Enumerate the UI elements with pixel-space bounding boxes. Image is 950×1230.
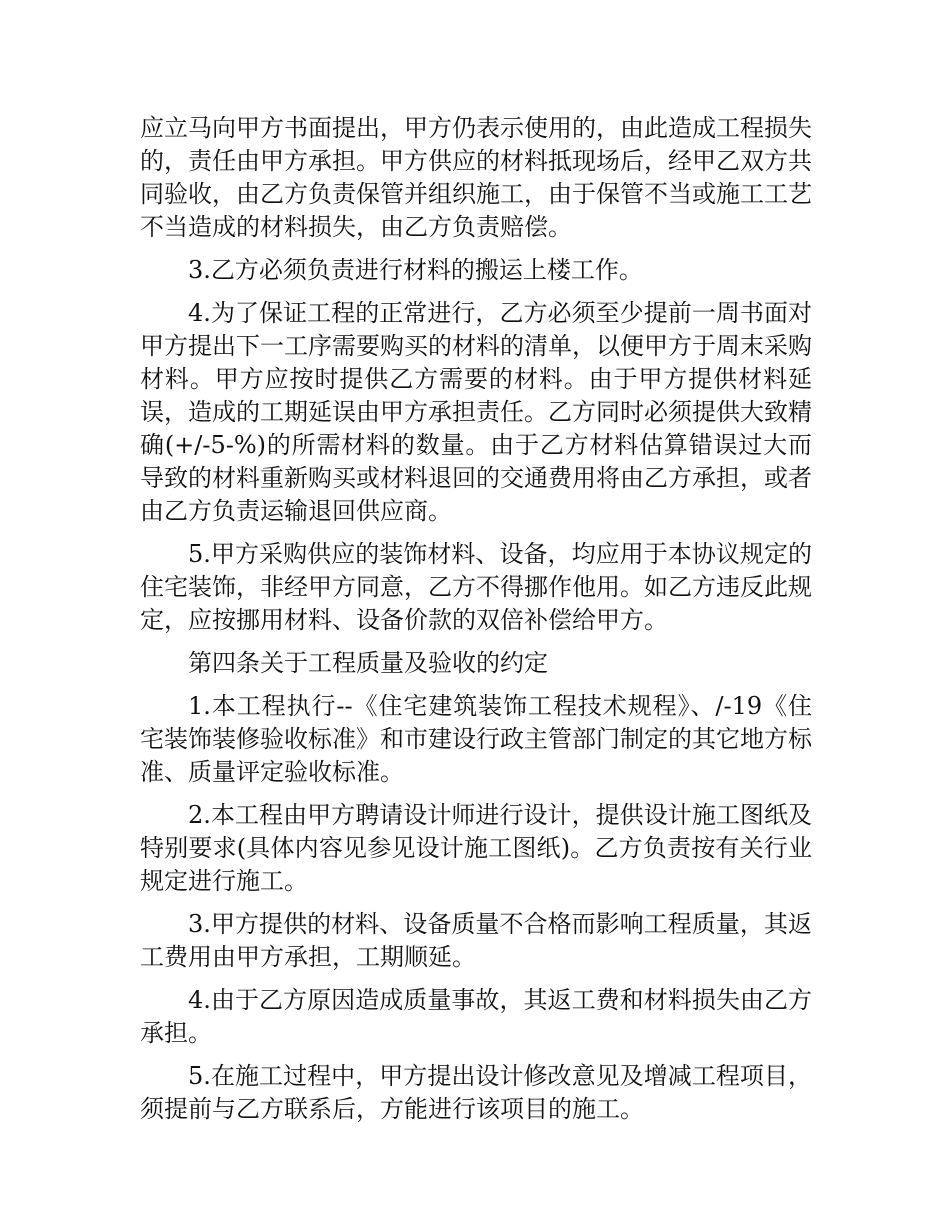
paragraph-clause-5-material-use: 5.甲方采购供应的装饰材料、设备，均应用于本协议规定的住宅装饰，非经甲方同意，乙方不得挪作他用。如乙方违反此规定，应按挪用材料、设备价款的双倍补偿给甲方。 <box>140 540 812 634</box>
paragraph-quality-clause-3: 3.甲方提供的材料、设备质量不合格而影响工程质量，其返工费用由甲方承担，工期顺延。 <box>140 910 812 971</box>
paragraph-quality-clause-1: 1.本工程执行--《住宅建筑装饰工程技术规程》、/-19《住宅装饰装修验收标准》和市建设行政主管部门制定的其它地方标准、质量评定验收标准。 <box>140 692 812 786</box>
section-heading-article-4: 第四条关于工程质量及验收的约定 <box>188 649 548 677</box>
paragraph-quality-clause-5: 5.在施工过程中，甲方提出设计修改意见及增减工程项目，须提前与乙方联系后，方能进行该项目的施工。 <box>140 1062 812 1123</box>
paragraph-quality-clause-4: 4.由于乙方原因造成质量事故，其返工费和材料损失由乙方承担。 <box>140 986 812 1047</box>
paragraph-continuation: 应立马向甲方书面提出，甲方仍表示使用的，由此造成工程损失的，责任由甲方承担。甲方供应的材料抵现场后，经甲乙双方共同验收，由乙方负责保管并组织施工，由于保管不当或施工工艺不当造成的材料损失，由乙方负责赔偿。 <box>140 114 812 241</box>
paragraph-clause-3-material-transport: 3.乙方必须负责进行材料的搬运上楼工作。 <box>188 256 643 284</box>
paragraph-clause-4-material-list: 4.为了保证工程的正常进行，乙方必须至少提前一周书面对甲方提出下一工序需要购买的材料的清单，以便甲方于周末采购材料。甲方应按时提供乙方需要的材料。由于甲方提供材料延误，造成的工期延误由甲方承担责任。乙方同时必须提供大致精确(+/-5-%)的所需材料的数量。由于乙方材料估算错误过大而导致的材料重新购买或材料退回的交通费用将由乙方承担，或者由乙方负责运输退回供应商。 <box>140 299 812 525</box>
document-body <box>140 112 812 1136</box>
paragraph-quality-clause-2: 2.本工程由甲方聘请设计师进行设计，提供设计施工图纸及特别要求(具体内容见参见设计施工图纸)。乙方负责按有关行业规定进行施工。 <box>140 801 812 895</box>
